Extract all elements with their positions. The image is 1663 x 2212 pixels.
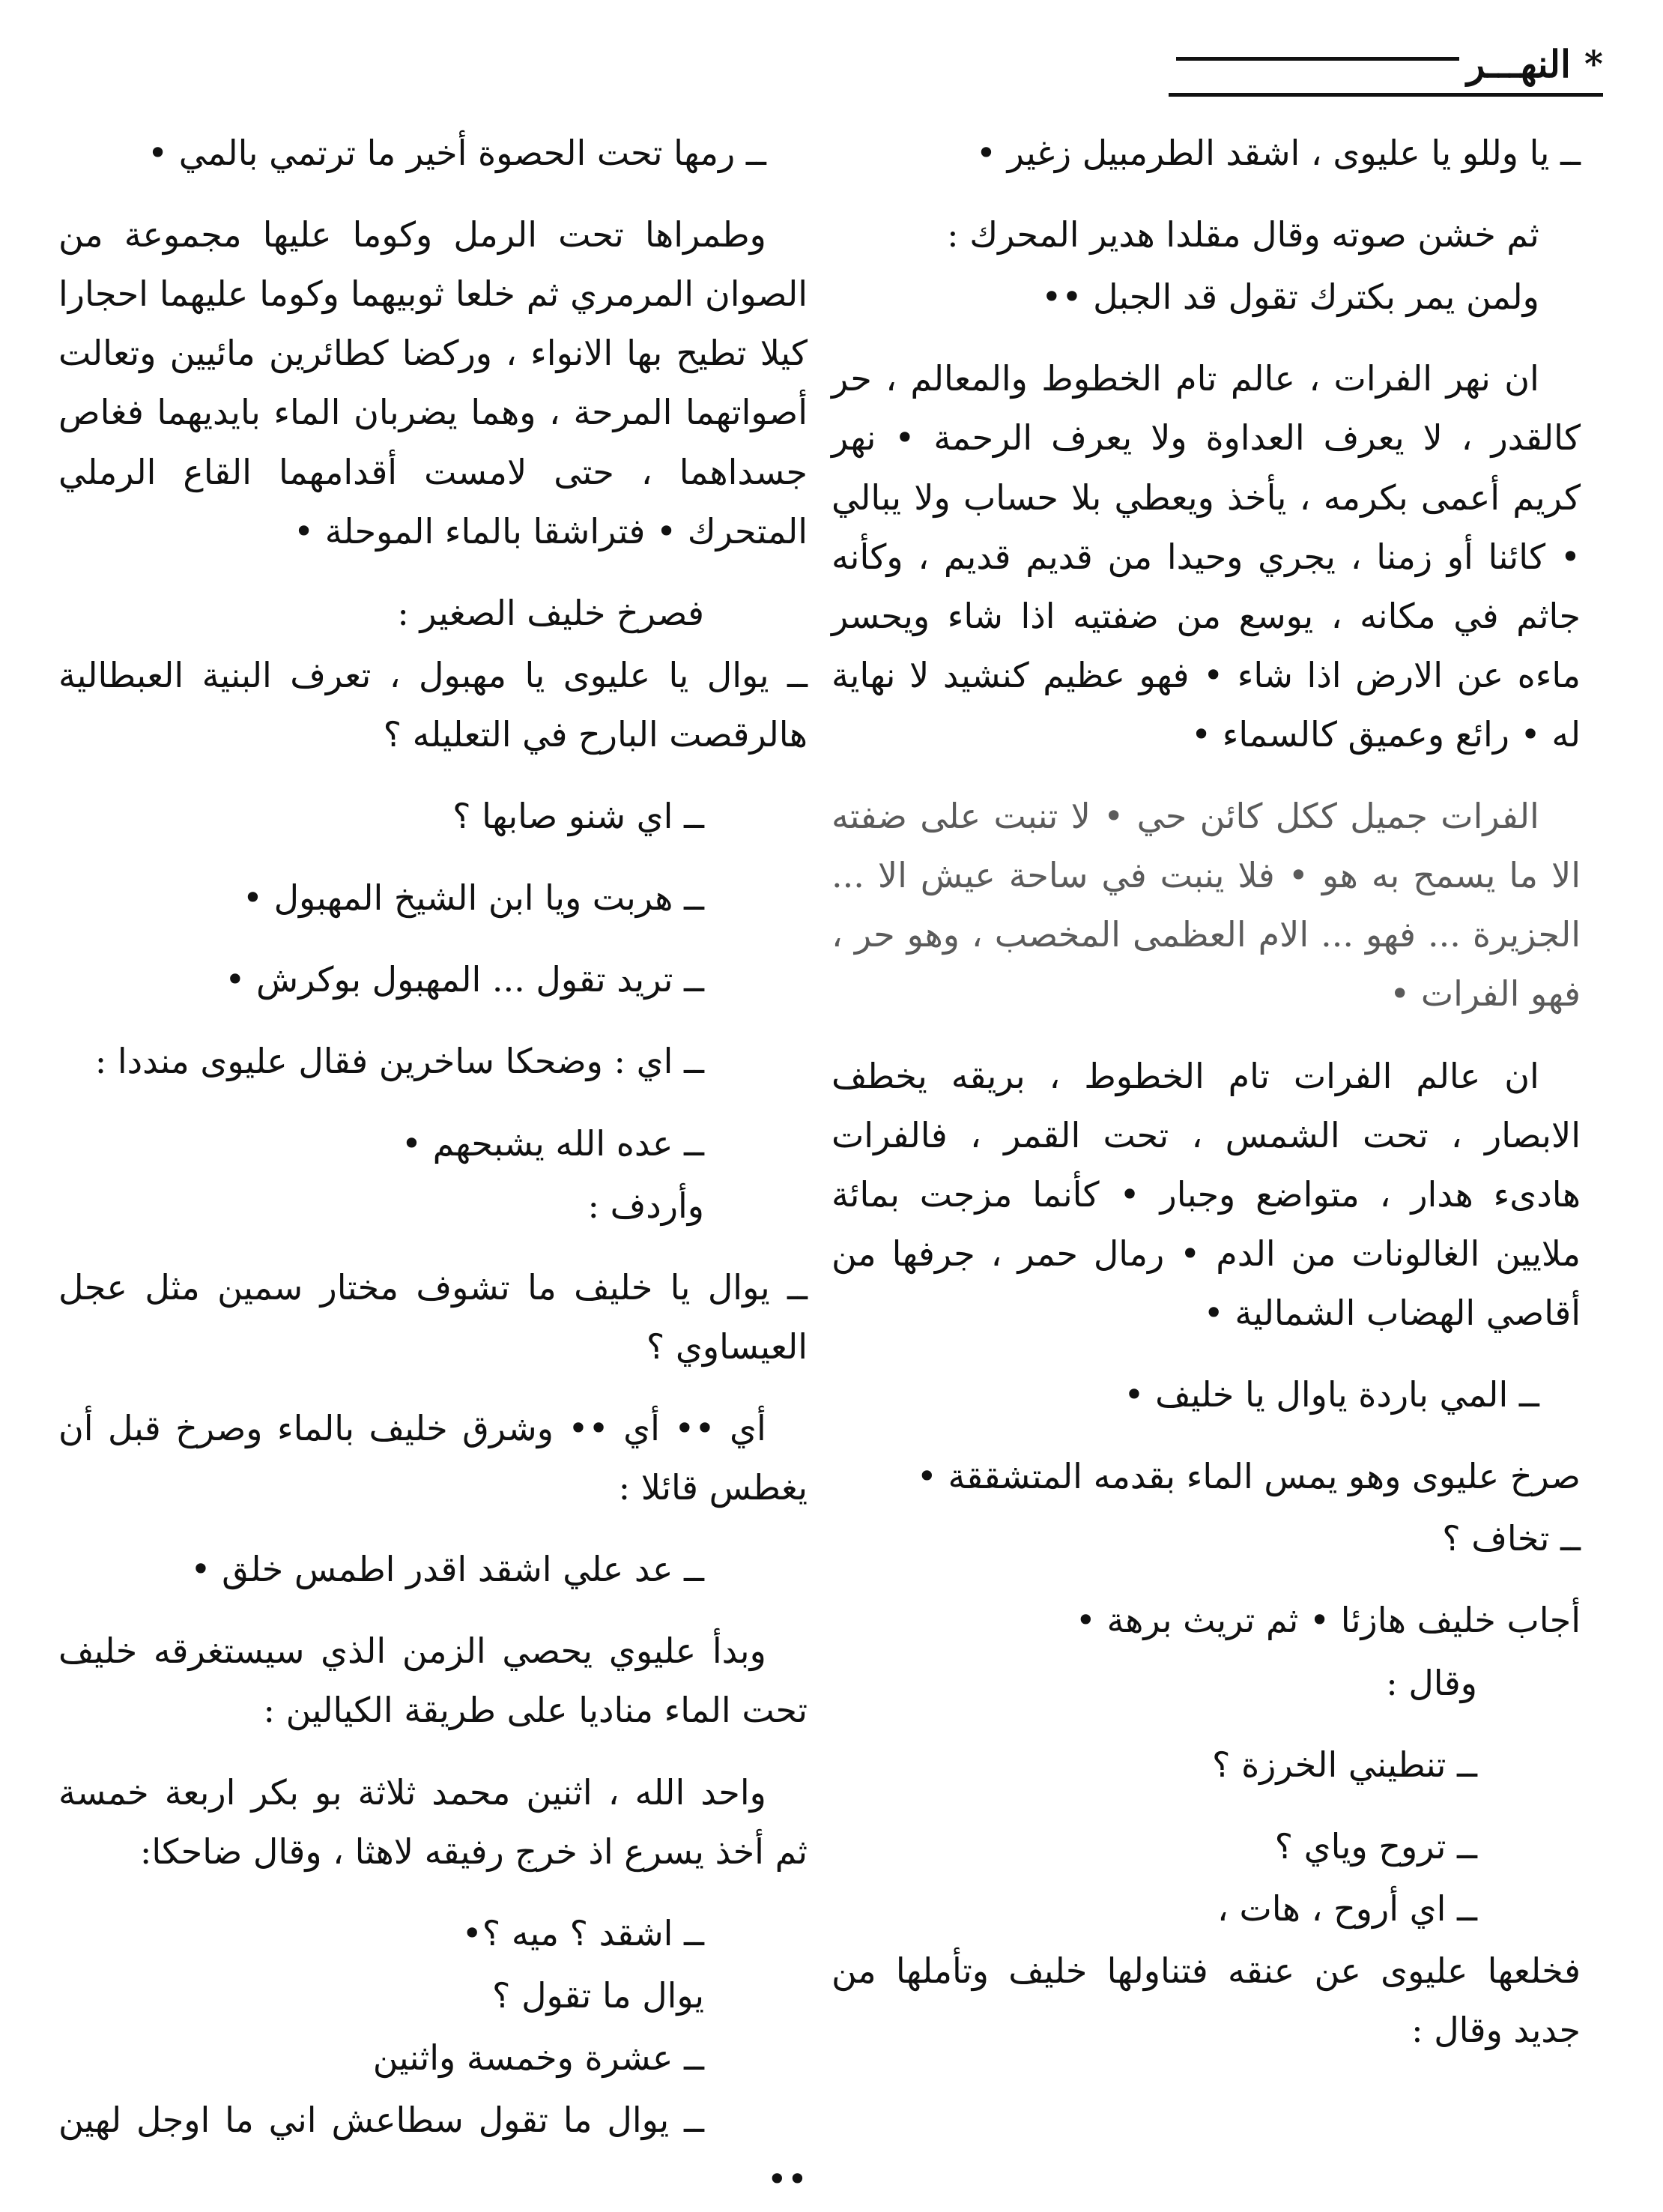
- paragraph: ــ اي شنو صابها ؟: [452, 796, 704, 837]
- paragraph: ــ تخاف ؟: [1442, 1518, 1581, 1559]
- paragraph: ــ المي باردة ياوال يا خليف •: [1124, 1374, 1539, 1415]
- paragraph: يوال ما تقول ؟: [492, 1974, 704, 2016]
- right-column: [832, 124, 1581, 2082]
- header-rule: [1169, 93, 1603, 97]
- paragraph: فصرخ خليف الصغير :: [397, 592, 704, 633]
- paragraph: ان نهر الفرات ، عالم تام الخطوط والمعالم ، حر كالقدر ، لا يعرف العداوة ولا يعرف الرحمة • نهر كريم أعمى بكرمه ، يأخذ ويعطي بلا حساب ولا يبالي • كائنا أو زمنا ، يجري وحيدا من قديم قديم ، وكأنه جاثم في مكانه ، يوسع من ضفتيه اذا شاء ويحسر ماءه عن الارض اذا شاء • فهو عظيم كنشيد لا نهاية له • رائع وعميق كالسماء •: [832, 358, 1581, 755]
- paragraph: ــ اي : وضحكا ساخرين فقال عليوى منددا :: [94, 1041, 704, 1082]
- paragraph: فخلعها عليوى عن عنقه فتناولها خليف وتأملها من جديد وقال :: [832, 1950, 1581, 2051]
- paragraph: أي •• أي •• وشرق خليف بالماء وصرخ قبل أن يغطس قائلا :: [58, 1407, 808, 1508]
- paragraph: الفرات جميل ككل كائن حي • لا تنبت على ضفته الا ما يسمح به هو • فلا ينبت في ساحة عيش الا ... الجزيرة ... فهو ... الام العظمى المخصب ، وهو حر ، فهو الفرات •: [832, 796, 1581, 1015]
- paragraph: ولمن يمر بكترك تقول قد الجبل ••: [1041, 276, 1539, 318]
- paragraph: ــ عد علي اشقد اقدر اطمس خلق •: [190, 1549, 704, 1590]
- paragraph: أجاب خليف هازئا • ثم تريث برهة •: [1075, 1600, 1581, 1641]
- paragraph: ــ عده الله يشبحهم •: [401, 1122, 704, 1164]
- paragraph: ــ يا وللو يا عليوى ، اشقد الطرمبيل زغير •: [975, 133, 1581, 173]
- paragraph: ــ تريد تقول ... المهبول بوكرش •: [225, 959, 704, 1000]
- paragraph: وأردف :: [587, 1185, 704, 1226]
- page-header: [1169, 42, 1603, 86]
- paragraph: ــ يوال ما تقول سطاعش اني ما اوجل لهين ••: [58, 2100, 808, 2200]
- paragraph: ــ يوال يا خليف ما تشوف مختار سمين مثل عجل العيساوي ؟: [58, 1266, 808, 1367]
- star-icon: *: [1584, 43, 1603, 85]
- paragraph: صرخ عليوى وهو يمس الماء بقدمه المتشققة •: [916, 1456, 1581, 1497]
- header-line: [1176, 57, 1459, 61]
- paragraph: ــ يوال يا عليوى يا مهبول ، تعرف البنية العبطالية هالرقصت البارح في التعليله ؟: [58, 654, 808, 755]
- paragraph: ــ اي أروح ، هات ،: [1217, 1888, 1477, 1929]
- paragraph: ــ عشرة وخمسة واثنين: [372, 2037, 704, 2078]
- paragraph: ــ هربت ويا ابن الشيخ المهبول •: [242, 877, 704, 919]
- running-title: النهـــر: [1467, 42, 1571, 86]
- paragraph: ــ تنطيني الخرزة ؟: [1212, 1744, 1477, 1785]
- paragraph: وبدأ عليوي يحصي الزمن الذي سيستغرقه خليف تحت الماء مناديا على طريقة الكيالين :: [58, 1631, 808, 1731]
- left-column: [58, 124, 808, 2212]
- paragraph: واحد الله ، اثنين محمد ثلاثة بو بكر اربعة خمسة ثم أخذ يسرع اذ خرج رفيقه لاهثا ، وقال ضاحكا:: [58, 1771, 808, 1872]
- paragraph: ــ تروح وياي ؟: [1274, 1825, 1477, 1867]
- paragraph: وطمراها تحت الرمل وكوما عليها مجموعة من الصوان المرمري ثم خلعا ثوبيهما وكوما عليهما احجارا كيلا تطيح بها الانواء ، وركضا كطائرين مائيين وتعالت أصواتهما المرحة ، وهما يضربان الماء بايديهما فغاص جسداهما ، حتى لامست أقدامهما القاع الرملي المتحرك • فتراشقا بالماء الموحلة •: [58, 214, 808, 552]
- paragraph: ــ رمها تحت الحصوة أخير ما ترتمي بالمي •: [147, 133, 766, 173]
- paragraph: وقال :: [1386, 1662, 1477, 1703]
- paragraph: ــ اشقد ؟ ميه ؟•: [461, 1912, 704, 1953]
- paragraph: ثم خشن صوته وقال مقلدا هدير المحرك :: [947, 214, 1539, 256]
- paragraph: ان عالم الفرات تام الخطوط ، بريقه يخطف الابصار ، تحت الشمس ، تحت القمر ، فالفرات هادىء هدار ، متواضع وجبار • كأنما مزجت بمائة ملايين الغالونات من الدم • رمال حمر ، جرفها من أقاصي الهضاب الشمالية •: [832, 1055, 1581, 1333]
